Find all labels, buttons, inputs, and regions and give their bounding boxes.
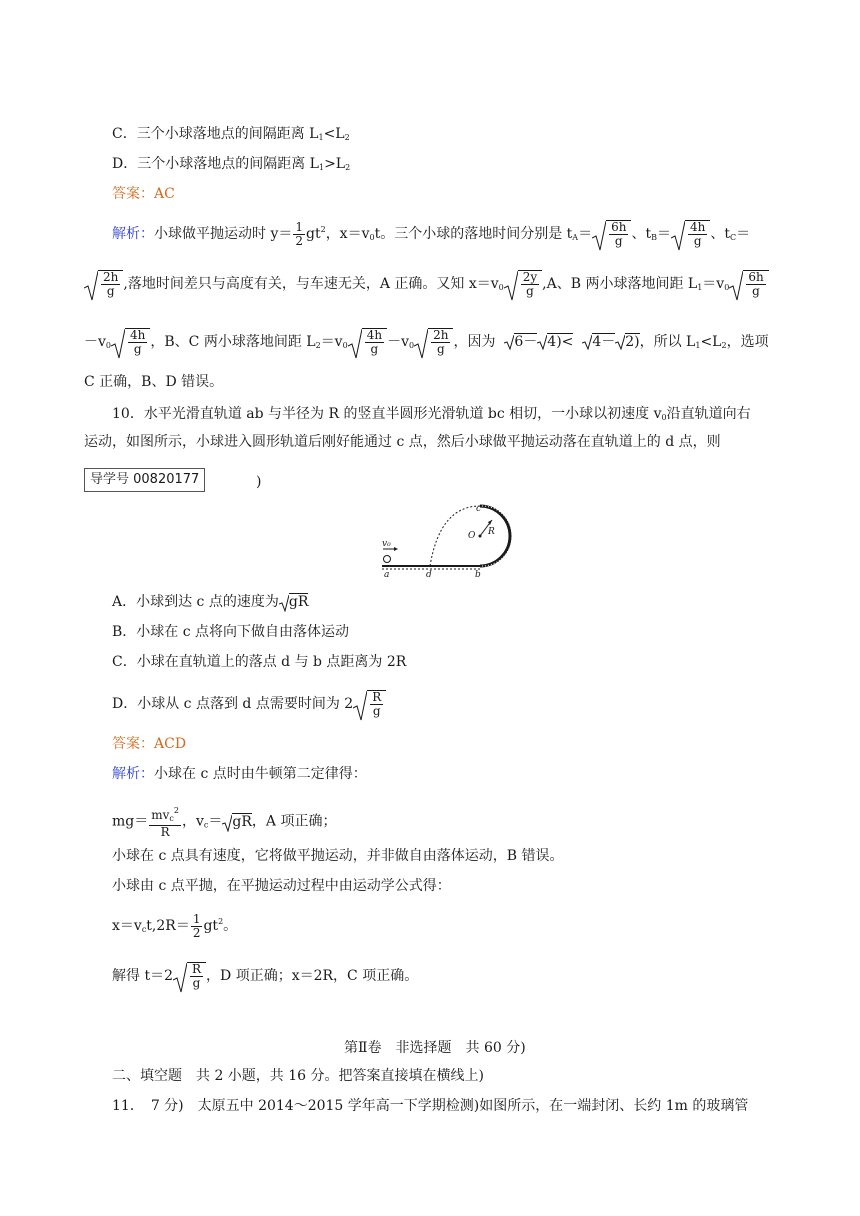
q9-analysis-line-4: C 正确，B、D 错误。 — [84, 374, 224, 390]
section-2-title: 第Ⅱ卷 非选择题 共 60 分) — [344, 1040, 526, 1056]
q10-figure — [380, 502, 540, 582]
q10-analysis-line-6: 解得 t＝2 $\frac{R}{g}$ ，D 项正确；x＝2R，C 项正确。 — [112, 962, 419, 990]
fig-label-O: O — [468, 531, 476, 541]
q10-analysis-line-5: $x=v_ct,2R=$ $\frac{1}{2}$ $gt^2$。 — [112, 911, 238, 940]
fig-label-b: b — [475, 570, 481, 580]
q9-answer: 答案：AC — [112, 186, 175, 202]
q10-analysis-line-2: mg＝ $\frac{mv_c^2}{R}$ ，$v_c=$ gR，A 项正确； — [112, 806, 337, 839]
fig-label-R: R — [488, 527, 495, 537]
question-id-tag[interactable]: 导学号 00820177 — [84, 468, 205, 492]
q10-stem-line-1: 10．水平光滑直轨道 ab 与半径为 R 的竖直半圆形光滑轨道 bc 相切，一小球以初速度 $v_0$沿直轨道向右 — [112, 406, 751, 422]
q9-option-d: D．三个小球落地点的间隔距离 $L_1>L_2$ — [112, 156, 351, 172]
q9-analysis-line-2: $\frac{2h}{g}$ ,落地时间差只与高度有关，与车速无关，A 正确。又知 $x=v_0$ $\frac{2y}{g}$ ,A、B 两小球落地间距 $L_1=v_0$ $\frac{6h}{g}$ — [84, 270, 769, 298]
fig-label-c: c — [476, 504, 482, 514]
q10-stem-line-2: 运动，如图所示，小球进入圆形轨道后刚好能通过 c 点，然后小球做平抛运动落在直轨道上的 d 点，则 — [84, 434, 721, 450]
q10-tag-row — [84, 468, 205, 492]
q9-analysis-line-1: 解析：小球做平抛运动时 y＝ $\frac{1}{2}$ $gt^2$，$x=v_0t$。三个小球的落地时间分别是 $t_A=$ $\frac{6h}{g}$ 、$t_B=$ $\frac{4h}{g}$ 、$t_C=$ — [112, 219, 751, 248]
q9-option-c: C．三个小球落地点的间隔距离 $L_1<L_2$ — [112, 126, 350, 142]
q10-option-a: A．小球到达 c 点的速度为 gR — [112, 594, 309, 610]
q9-analysis-line-3: $-v_0$ $\frac{4h}{g}$ ，B、C 两小球落地间距 $L_2=v_0$ $\frac{4h}{g}$ $-v_0$ $\frac{2h}{g}$ ，因为 6－ 4)< 4－ 2)，所以 $L_1<L_2$，选项 — [84, 328, 769, 356]
q10-analysis-line-1: 解析：小球在 c 点时由牛顿第二定律得： — [112, 766, 367, 782]
q10-analysis-line-4: 小球由 c 点平抛，在平抛运动过程中由运动学公式得： — [112, 878, 451, 894]
fig-label-a: a — [384, 570, 390, 580]
q11-stem: 11． 7 分) 太原五中 2014～2015 学年高一下学期检测)如图所示，在一端封闭、长约 1m 的玻璃管 — [112, 1098, 749, 1114]
q10-answer: 答案：ACD — [112, 736, 187, 752]
q10-option-b: B．小球在 c 点将向下做自由落体运动 — [112, 624, 350, 640]
fig-label-d: d — [426, 570, 432, 580]
q10-paren: ) — [256, 474, 262, 490]
q10-option-c: C．小球在直轨道上的落点 d 与 b 点距离为 2R — [112, 654, 407, 670]
fill-in-header: 二、填空题 共 2 小题，共 16 分。把答案直接填在横线上) — [112, 1068, 484, 1084]
q10-analysis-line-3: 小球在 c 点具有速度，它将做平抛运动，并非做自由落体运动，B 错误。 — [112, 848, 564, 864]
q10-option-d: D．小球从 c 点落到 d 点需要时间为 2 $\frac{R}{g}$ — [112, 690, 386, 718]
fig-label-v0: v₀ — [382, 539, 391, 549]
